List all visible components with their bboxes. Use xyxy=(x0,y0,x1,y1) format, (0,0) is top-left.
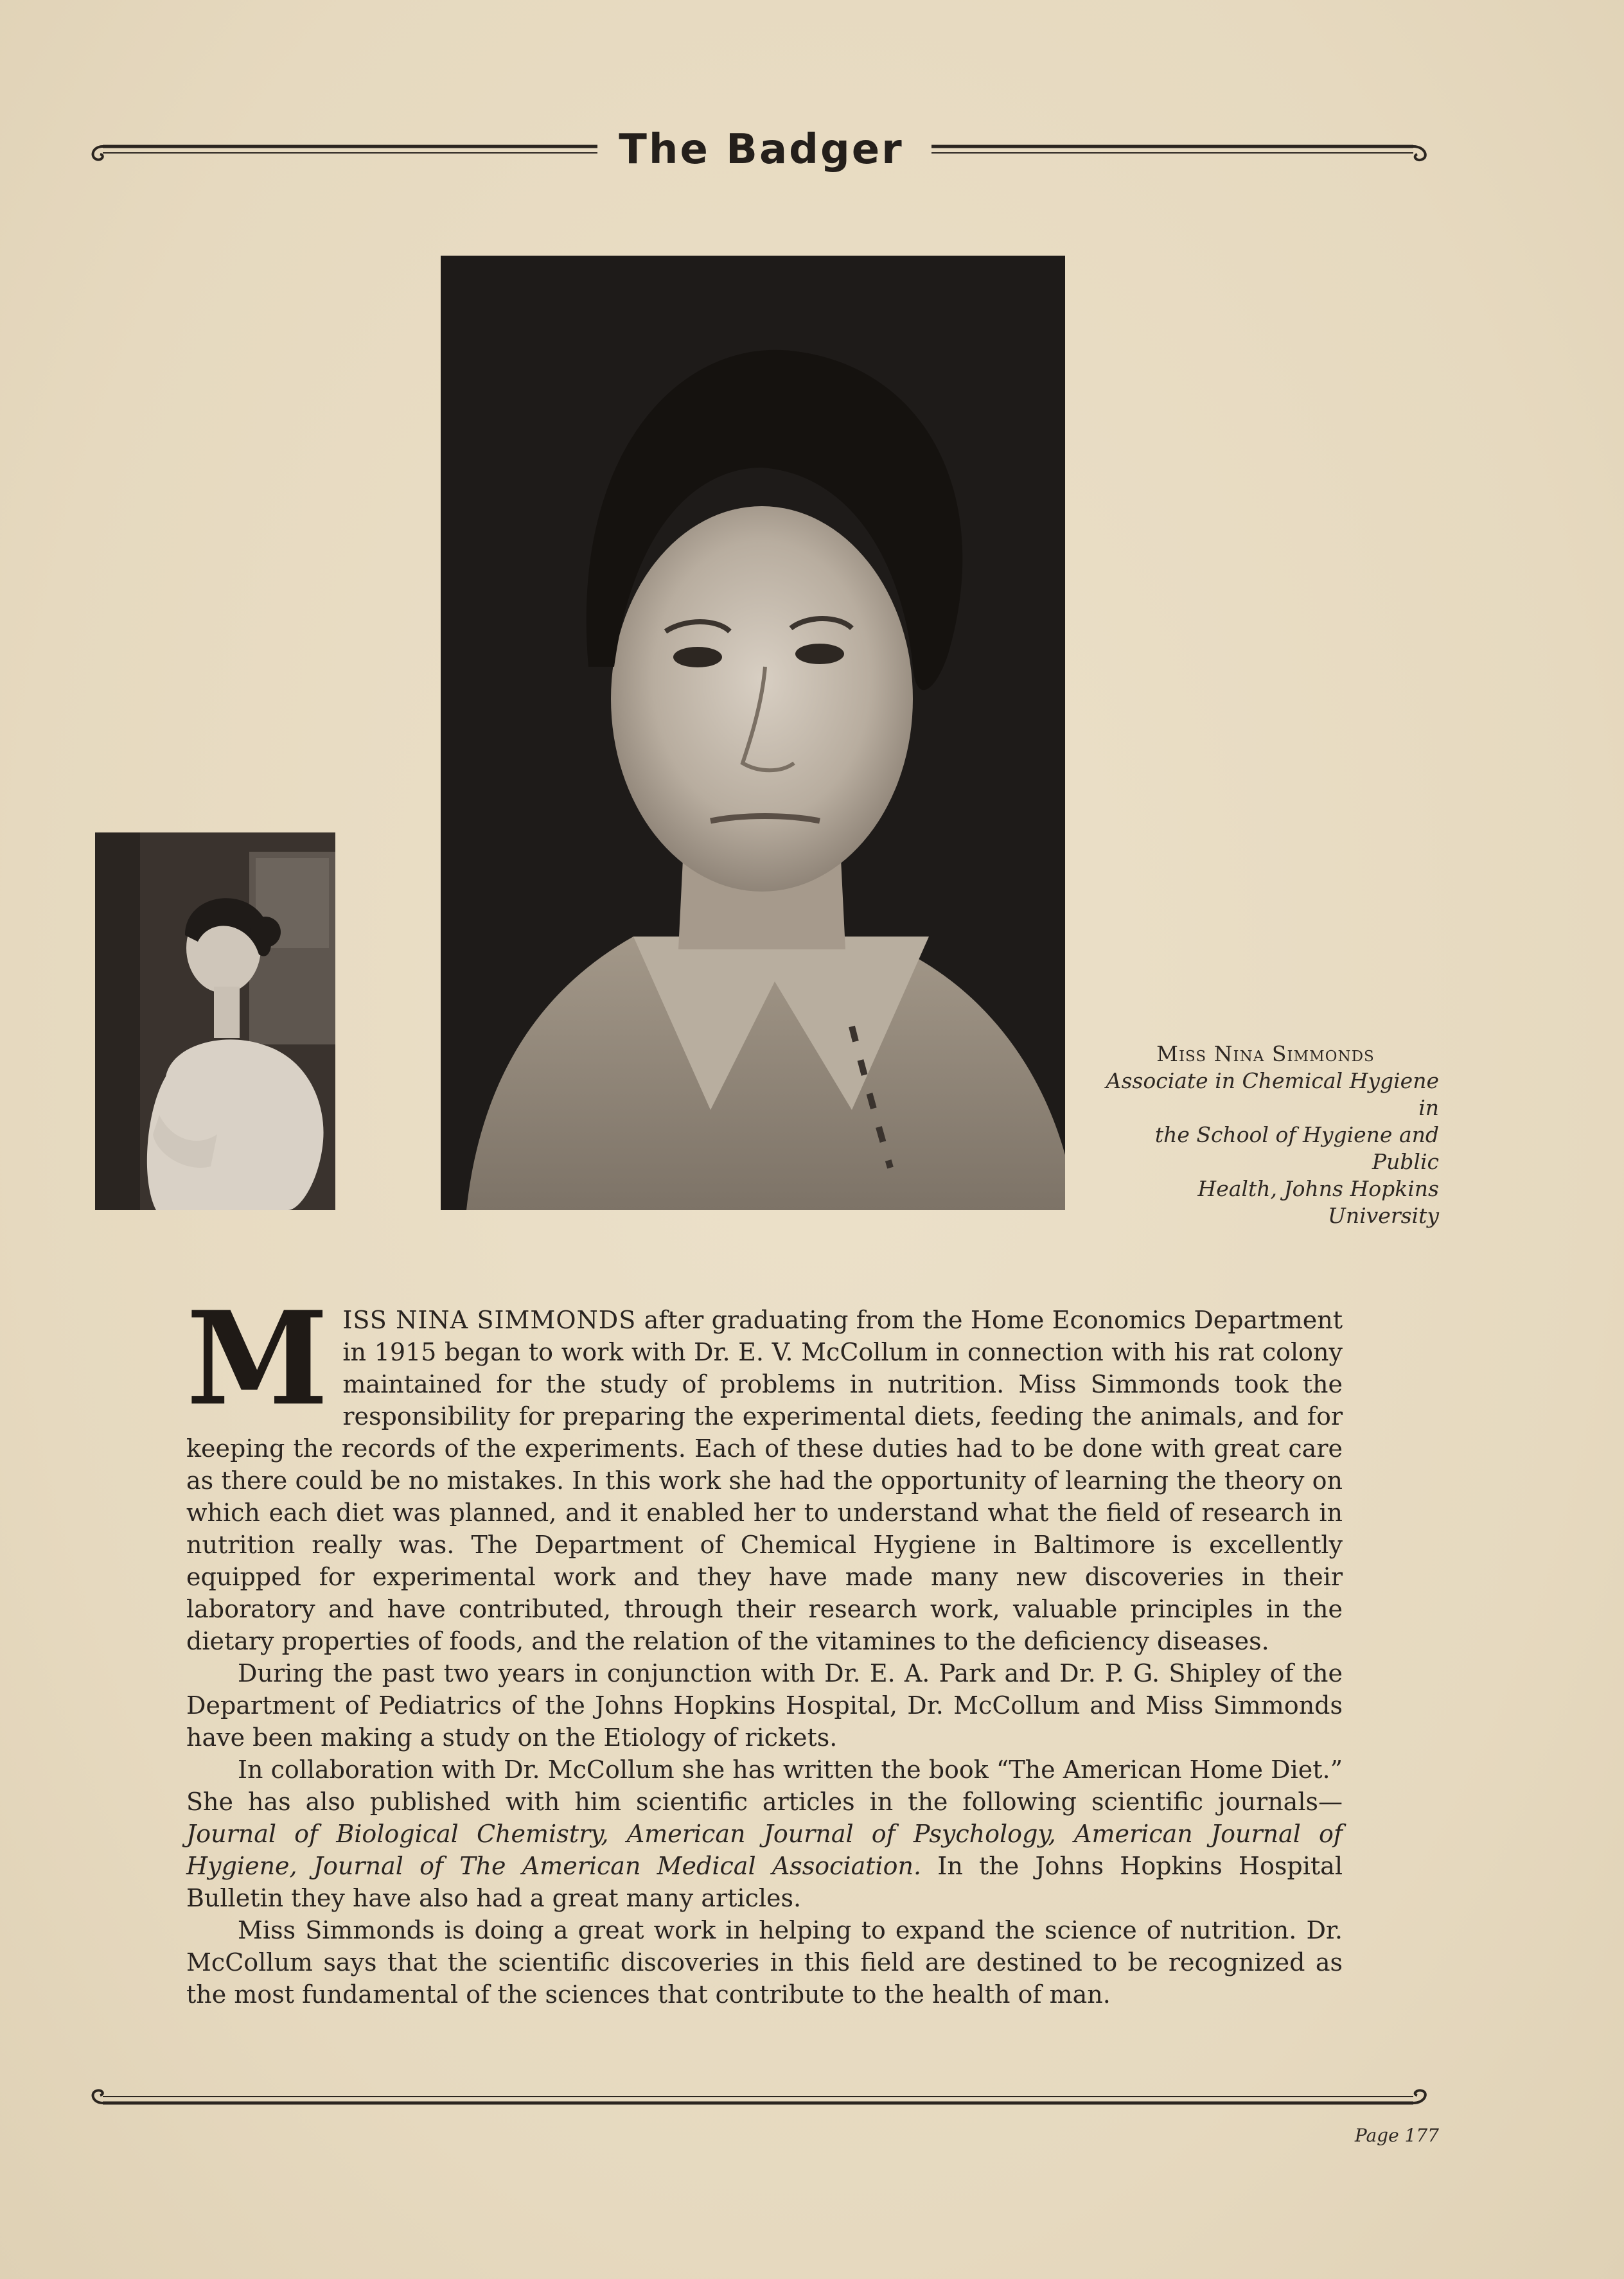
page-title: The Badger xyxy=(619,126,904,173)
laboratory-photo xyxy=(95,832,335,1210)
page-header xyxy=(90,128,1433,173)
caption-role-line-2: the School of Hygiene and Public xyxy=(1154,1122,1439,1174)
paragraph-1 xyxy=(186,1283,1343,1657)
portrait-photo xyxy=(441,256,1065,1210)
paragraph-2: During the past two years in conjunction with Dr. E. A. Park and Dr. P. G. Shipley of the Department of Pediatrics of the Johns Hopkins Hospital, Dr. McCollum and Miss Simmonds have been making a study on the Etiology of rickets. xyxy=(186,1659,1343,1752)
laboratory-photo-image xyxy=(95,832,335,1210)
paragraph-4: Miss Simmonds is doing a great work in helping to expand the science of nutrition. Dr. McCollum says that the scientific discoveries in this field are destined to be recognized as the most fundamental of the sciences that contribute to the health of man. xyxy=(186,1916,1343,2009)
paragraph-3-end: In the Johns Hopkins Hospital Bulletin they have also had a great many articles. xyxy=(186,1852,1343,1912)
page-footer xyxy=(90,2088,1433,2113)
lead-in-caps: ISS NINA SIMMONDS xyxy=(342,1306,637,1334)
photo-caption xyxy=(1092,1041,1439,1229)
caption-role-line-1: Associate in Chemical Hygiene in xyxy=(1106,1068,1439,1120)
caption-name: Miss Nina Simmonds xyxy=(1156,1041,1375,1066)
paragraph-3 xyxy=(186,1754,1343,1914)
article-body xyxy=(186,1283,1343,2011)
drop-cap: M xyxy=(186,1283,329,1434)
paragraph-1-text: after graduating from the Home Economics Department in 1915 began to work with Dr. E. V. McCollum in connection with his rat colony maintained for the study of problems in nutrition. Miss Simmonds took the responsibility for preparing the experimental diets, feeding the animals, and for keeping the records of the experiments. Each of these duties had to be done with great care as there could be no mistakes. In this work she had the opportunity of learning the theory on which each diet was planned, and it enabled her to understand what the field of research in nutrition really was. The Department of Chemical Hygiene in Baltimore is excellently equipped for experimental work and they have made many new discoveries in their laboratory and have contributed, through their research work, valuable principles in the dietary properties of foods, and the relation of the vitamines to the deficiency diseases. xyxy=(186,1306,1343,1655)
caption-role-line-3: Health, Johns Hopkins University xyxy=(1197,1176,1439,1228)
page-number: Page 177 xyxy=(1354,2125,1439,2146)
journal-list: Journal of Biological Chemistry, American Journal of Psychology, American Journal of Hygiene, Journal of The American Medical Association. xyxy=(186,1820,1343,1880)
portrait-photo-image xyxy=(441,256,1065,1210)
footer-rule-ornament xyxy=(90,2088,1433,2113)
paragraph-3-start: In collaboration with Dr. McCollum she has written the book “The American Home Diet.” She has also published with him scientific articles in the following scientific journals— xyxy=(186,1755,1343,1816)
